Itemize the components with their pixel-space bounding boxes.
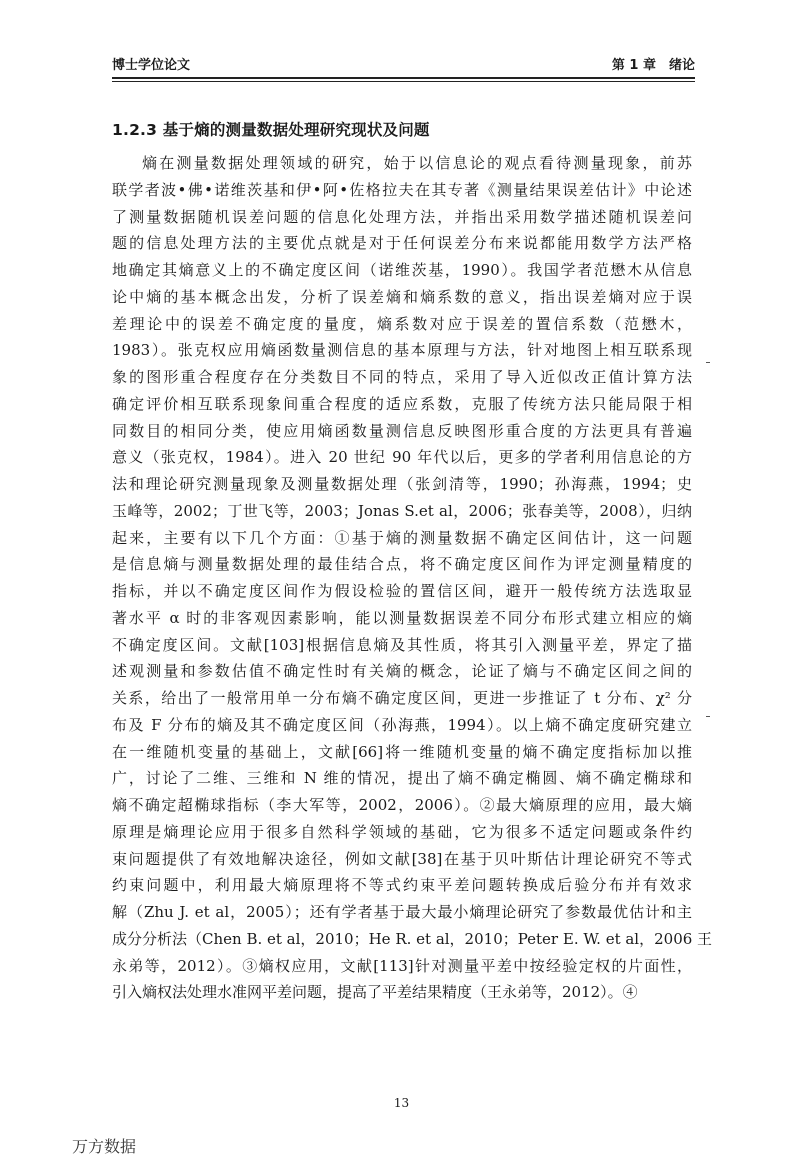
section-heading: 1.2.3 基于熵的测量数据处理研究现状及问题 xyxy=(112,121,430,139)
text-line: 约束问题中，利用最大熵原理将不等式约束平差问题转换成后验分布并有效求 xyxy=(112,876,692,895)
text-line: 差理论中的误差不确定度的量度，熵系数对应于误差的置信系数（范懋木， xyxy=(112,314,692,333)
body-paragraph xyxy=(112,150,713,1006)
text-line: 熵不确定超椭球指标（李大军等，2002，2006）。②最大熵原理的应用，最大熵 xyxy=(112,796,692,814)
text-line: 成分分析法（Chen B. et al，2010；He R. et al，2010；Peter E. W. et al，2006 王 xyxy=(112,929,713,948)
page-number: 13 xyxy=(393,1096,410,1110)
text-line: 象的图形重合程度存在分类数目不同的特点，采用了导入近似改正值计算方法 xyxy=(112,368,692,386)
text-line: 著水平 α 时的非客观因素影响，能以测量数据误差不同分布形式建立相应的熵 xyxy=(112,608,692,627)
text-line: 关系，给出了一般常用单一分布熵不确定度区间，更进一步推证了 t 分布、χ² 分 xyxy=(112,689,692,707)
text-line: 1983）。张克权应用熵函数量测信息的基本原理与方法，针对地图上相互联系现 xyxy=(112,341,692,360)
text-line: 引入熵权法处理水准网平差问题，提高了平差结果精度（王永弟等，2012）。④ xyxy=(112,983,638,1002)
header-chapter: 第 1 章 绪论 xyxy=(611,58,695,73)
text-line: 玉峰等，2002；丁世飞等，2003；Jonas S.et al，2006；张春美等，2008），归纳 xyxy=(112,501,692,520)
text-line: 地确定其熵意义上的不确定度区间（诺维茨基，1990）。我国学者范懋木从信息 xyxy=(112,261,692,279)
text-line: 述观测量和参数估值不确定性时有关熵的概念，论证了熵与不确定区间之间的 xyxy=(112,662,692,681)
text-line: 布及 F 分布的熵及其不确定度区间（孙海燕，1994）。以上熵不确定度研究建立 xyxy=(112,715,692,734)
text-line: 联学者波•佛•诺维茨基和伊•阿•佐格拉夫在其专著《测量结果误差估计》中论述 xyxy=(112,180,692,199)
text-line: 题的信息处理方法的主要优点就是对于任何误差分布来说都能用数学方法严格 xyxy=(112,234,692,253)
text-line: 广，讨论了二维、三维和 N 维的情况，提出了熵不确定椭圆、熵不确定椭球和 xyxy=(112,769,692,788)
text-line: 在一维随机变量的基础上，文献[66]将一维随机变量的熵不确定度指标加以推 xyxy=(112,742,692,761)
text-line: 指标，并以不确定度区间作为假设检验的置信区间，避开一般传统方法选取显 xyxy=(112,582,692,600)
header-rule-thin xyxy=(112,81,695,82)
text-line: 了测量数据随机误差问题的信息化处理方法，并指出采用数学描述随机误差问 xyxy=(112,207,692,226)
header-rule-thick xyxy=(112,77,695,79)
text-line: 是信息熵与测量数据处理的最佳结合点，将不确定度区间作为评定测量精度的 xyxy=(112,555,692,574)
text-line: 永弟等，2012）。③熵权应用，文献[113]针对测量平差中按经验定权的片面性， xyxy=(112,956,692,975)
text-line: 论中熵的基本概念出发，分析了误差熵和熵系数的意义，指出误差熵对应于误 xyxy=(112,287,692,306)
text-line: 解（Zhu J. et al，2005）；还有学者基于最大最小熵理论研究了参数最优估计和主 xyxy=(112,903,692,921)
scan-mark xyxy=(706,362,710,363)
text-line: 原理是熵理论应用于很多自然科学领域的基础，它为很多不适定问题或条件约 xyxy=(112,822,692,841)
text-line: 法和理论研究测量现象及测量数据处理（张剑清等，1990；孙海燕，1994；史 xyxy=(112,475,692,493)
text-line: 同数目的相同分类，使应用熵函数量测信息反映图形重合度的方法更具有普遍 xyxy=(112,421,692,440)
text-line: 起来，主要有以下几个方面：①基于熵的测量数据不确定区间估计，这一问题 xyxy=(112,528,692,547)
text-line: 意义（张克权，1984）。进入 20 世纪 90 年代以后，更多的学者利用信息论的方 xyxy=(112,448,692,467)
watermark: 万方数据 xyxy=(72,1137,137,1156)
running-header xyxy=(112,52,695,76)
scan-mark xyxy=(706,716,710,717)
text-line: 不确定度区间。文献[103]根据信息熵及其性质，将其引入测量平差，界定了描 xyxy=(112,635,692,654)
header-thesis-type: 博士学位论文 xyxy=(112,58,191,73)
text-line: 束问题提供了有效地解决途径，例如文献[38]在基于贝叶斯估计理论研究不等式 xyxy=(112,849,692,868)
text-line: 确定评价相互联系现象间重合程度的适应系数，克服了传统方法只能局限于相 xyxy=(112,394,692,413)
text-line: 熵在测量数据处理领域的研究，始于以信息论的观点看待测量现象，前苏 xyxy=(142,154,692,172)
